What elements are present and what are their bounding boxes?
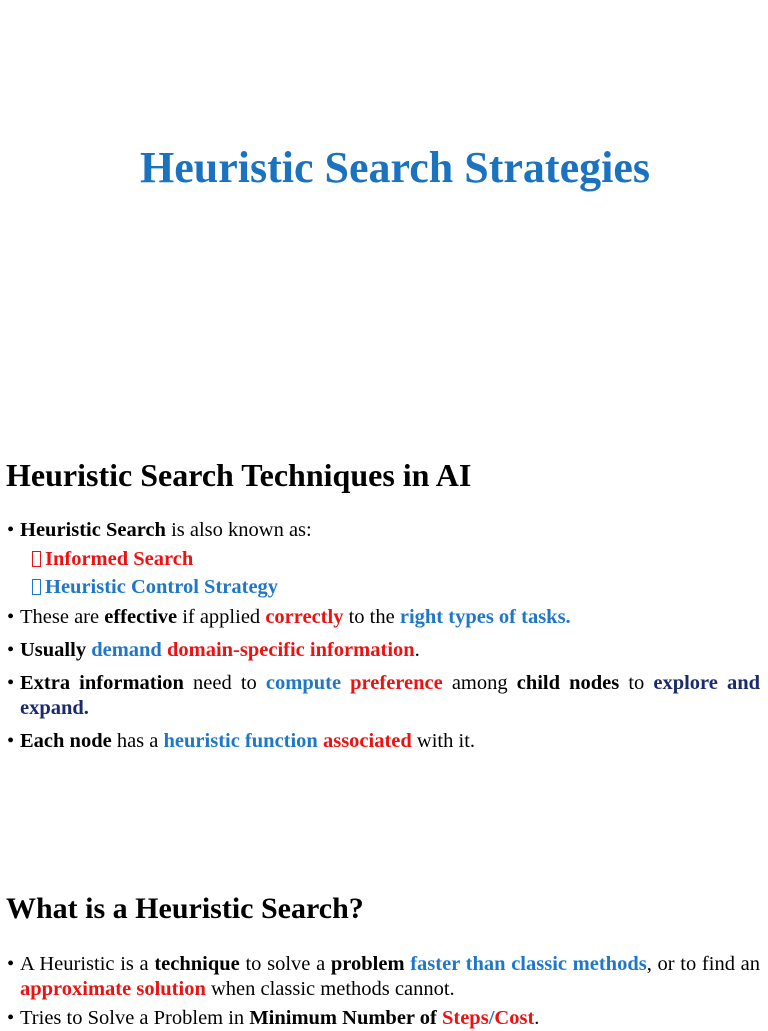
sub-label: Heuristic Control Strategy [45, 576, 279, 598]
bullet-dot: • [7, 519, 15, 541]
text: Tries to Solve a Problem in [20, 1007, 250, 1029]
text: Steps [441, 1007, 489, 1029]
text: A Heuristic is a [20, 953, 155, 975]
bullet-dot: • [7, 639, 15, 661]
text: These are [20, 606, 105, 628]
text: when classic methods cannot. [205, 978, 455, 1000]
bullet-dot: • [7, 953, 15, 975]
list-item [0, 671, 768, 721]
text: if applied [177, 606, 266, 628]
text: faster than classic methods [410, 953, 647, 975]
text: correctly [265, 606, 344, 628]
text: to solve a [239, 953, 331, 975]
slide-title: Heuristic Search Strategies [140, 143, 650, 192]
list-item [0, 729, 768, 754]
text: / [488, 1007, 495, 1029]
techniques-heading: Heuristic Search Techniques in AI [6, 457, 472, 493]
text: problem [330, 953, 405, 975]
text: compute [265, 672, 342, 694]
text: child nodes [516, 672, 620, 694]
list-item [0, 605, 768, 630]
text: among [442, 672, 517, 694]
definition-heading: What is a Heuristic Search? [6, 892, 364, 925]
text: Cost [494, 1007, 535, 1029]
bullet-dot: • [7, 1007, 15, 1029]
text: is also known as: [165, 519, 312, 541]
text: need to [183, 672, 266, 694]
text: associated [322, 730, 412, 752]
text: , or to find an [646, 953, 760, 975]
text: right types of tasks. [399, 606, 571, 628]
text: approximate solution [20, 978, 206, 1000]
definition-list [0, 952, 768, 1031]
text: to [619, 672, 654, 694]
sub-label: Informed Search [45, 548, 194, 570]
text: demand [91, 639, 162, 661]
text: has a [111, 730, 164, 752]
list-item [0, 1006, 768, 1031]
text: Each node [20, 730, 112, 752]
sub-item-informed [0, 545, 768, 573]
text: Extra information [20, 672, 184, 694]
text: to the [343, 606, 400, 628]
sub-item-control [0, 573, 768, 601]
bullet-dot: • [7, 730, 15, 752]
list-item [0, 638, 768, 663]
list-item [0, 952, 768, 1002]
text: effective [104, 606, 178, 628]
bullet-dot: • [7, 606, 15, 628]
text [341, 672, 350, 694]
checkbox-glyph-icon [32, 579, 41, 595]
text: domain-specific information [166, 639, 415, 661]
text: heuristic function [163, 730, 318, 752]
term-heuristic-search: Heuristic Search [20, 519, 166, 541]
text: Usually [20, 639, 87, 661]
text: . [414, 639, 420, 661]
text: explore and expand. [20, 672, 761, 719]
text: preference [350, 672, 443, 694]
checkbox-glyph-icon [32, 551, 41, 567]
text: Minimum Number of [249, 1007, 442, 1029]
text: with it. [411, 730, 476, 752]
list-item [0, 518, 768, 543]
text: . [534, 1007, 540, 1029]
techniques-list [0, 518, 768, 754]
bullet-dot: • [7, 672, 15, 694]
text: technique [154, 953, 240, 975]
